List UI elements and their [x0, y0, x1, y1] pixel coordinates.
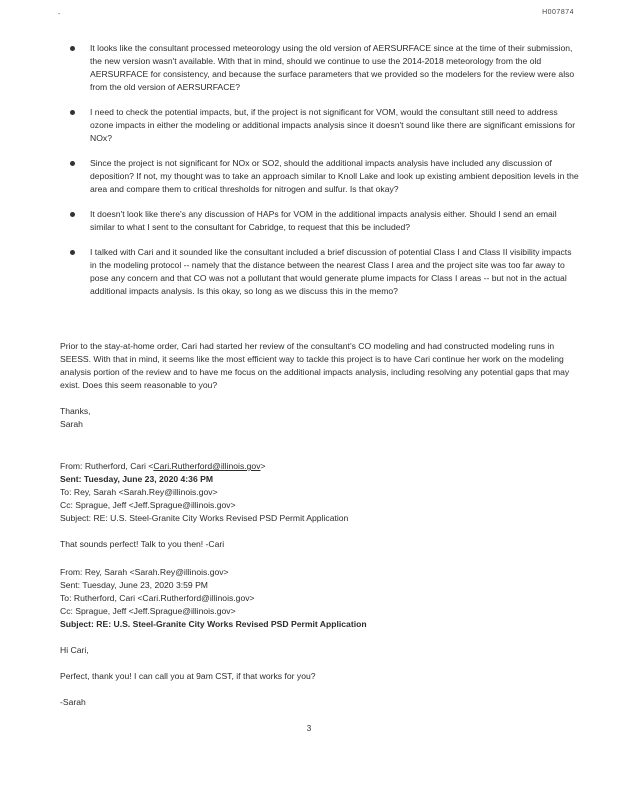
- question-list: [70, 42, 580, 310]
- email-from-line: [60, 460, 580, 473]
- email-sent-line: [60, 473, 580, 486]
- to-value: Rutherford, Cari <Cari.Rutherford@illinois.gov>: [73, 593, 255, 603]
- cc-label: Cc:: [60, 500, 73, 510]
- document-number: H007874: [542, 9, 574, 16]
- from-value: Rey, Sarah <Sarah.Rey@illinois.gov>: [84, 567, 229, 577]
- list-item: [70, 208, 580, 234]
- email-subject-line: [60, 618, 580, 631]
- to-label: To:: [60, 487, 72, 497]
- sent-label: Sent:: [60, 580, 81, 590]
- email-from-line: [60, 566, 580, 579]
- from-email-link[interactable]: Cari.Rutherford@illinois.gov: [153, 461, 261, 471]
- subject-label: Subject:: [60, 513, 92, 523]
- subject-label: Subject:: [60, 619, 94, 629]
- to-label: To:: [60, 593, 72, 603]
- email-body-text: That sounds perfect! Talk to you then! -Cari: [60, 539, 225, 549]
- list-item: [70, 42, 580, 94]
- from-close: >: [260, 461, 266, 471]
- cc-value: Sprague, Jeff <Jeff.Sprague@illinois.gov>: [75, 606, 236, 616]
- closing-paragraph-block: [60, 340, 580, 392]
- list-item-text: It looks like the consultant processed meteorology using the old version of AERSURFACE since at the time of their submission, the new version wasn't available. With that in mind, should we continue to use the 2014-2018 meteorology from the old AERSURFACE for consistency, and because the surface parameters that we provided so the modelers for the review were also from the old version of AERSURFACE?: [90, 43, 575, 92]
- email-sent-line: [60, 579, 580, 592]
- list-item: [70, 246, 580, 298]
- list-item-text: It doesn't look like there's any discussion of HAPs for VOM in the additional impacts analysis either. Should I send an email similar to what I sent to the consultant for Cabridge, to request that this be included?: [90, 209, 557, 232]
- email-body-text: Perfect, thank you! I can call you at 9am CST, if that works for you?: [60, 671, 316, 681]
- list-item-text: I need to check the potential impacts, but, if the project is not significant for VOM, would the consultant still need to address ozone impacts in either the modeling or additional impacts analysis since it doesn't sound like there are significant emissions for NOx?: [90, 107, 576, 143]
- bullet-icon: [70, 212, 75, 217]
- bullet-icon: [70, 250, 75, 255]
- sent-value: Tuesday, June 23, 2020 4:36 PM: [83, 474, 214, 484]
- sent-label: Sent:: [60, 474, 82, 484]
- bullet-icon: [70, 161, 75, 166]
- closing-paragraph: Prior to the stay-at-home order, Cari had started her review of the consultant's CO modeling and had constructed modeling runs in SEESS. With that in mind, it seems like the most efficient way to tackle this project is to have Cari continue her work on the modeling analysis portion of the review and to have me focus on the additional impacts analysis, including resolving any potential gaps that may exist. Does this seem reasonable to you?: [60, 341, 570, 390]
- email-cc-line: [60, 499, 580, 512]
- list-item: [70, 106, 580, 145]
- sent-value: Tuesday, June 23, 2020 3:59 PM: [82, 580, 208, 590]
- subject-value: RE: U.S. Steel-Granite City Works Revised PSD Permit Application: [93, 513, 349, 523]
- to-value: Rey, Sarah <Sarah.Rey@illinois.gov>: [73, 487, 218, 497]
- list-item-text: Since the project is not significant for NOx or SO2, should the additional impacts analysis have included any discussion of deposition? If not, my thought was to take an approach similar to Knoll Lake and look up existing ambient deposition levels in the area and compare them to critical thresholds for nitrogen and sulfur. Is that okay?: [90, 158, 579, 194]
- from-name: Rutherford, Cari <: [84, 461, 154, 471]
- email-body-2-signoff: [60, 696, 580, 709]
- email-greeting: Hi Cari,: [60, 645, 89, 655]
- from-label: From:: [60, 567, 83, 577]
- page-number: 3: [306, 724, 312, 733]
- cc-label: Cc:: [60, 606, 73, 616]
- signoff-name: Sarah: [60, 419, 83, 429]
- list-item-text: I talked with Cari and it sounded like the consultant included a brief discussion of potential Class I and Class II visibility impacts in the modeling protocol -- namely that the distance between the nearest Class I area and the project site was too far away to pose any concern and that CO was not a pollutant that would generate plume impacts for Class I areas -- but not in the actual additional impacts analysis. Is this okay, so long as we discuss this in the memo?: [90, 247, 572, 296]
- cc-value: Sprague, Jeff <Jeff.Sprague@illinois.gov>: [75, 500, 236, 510]
- list-item: [70, 157, 580, 196]
- email-header-1: [60, 460, 580, 525]
- email-body-2-text: [60, 670, 580, 683]
- email-cc-line: [60, 605, 580, 618]
- subject-value: RE: U.S. Steel-Granite City Works Revised PSD Permit Application: [96, 619, 367, 629]
- signoff-thanks: Thanks,: [60, 406, 91, 416]
- email-to-line: [60, 486, 580, 499]
- bullet-icon: [70, 46, 75, 51]
- email-body-2: [60, 644, 580, 657]
- bullet-icon: [70, 110, 75, 115]
- email-header-2: [60, 566, 580, 631]
- from-label: From:: [60, 461, 83, 471]
- signoff-block: [60, 405, 580, 431]
- email-to-line: [60, 592, 580, 605]
- top-mark: -: [58, 11, 61, 18]
- email-subject-line: [60, 512, 580, 525]
- email-signoff: -Sarah: [60, 697, 86, 707]
- email-body-1: [60, 538, 580, 551]
